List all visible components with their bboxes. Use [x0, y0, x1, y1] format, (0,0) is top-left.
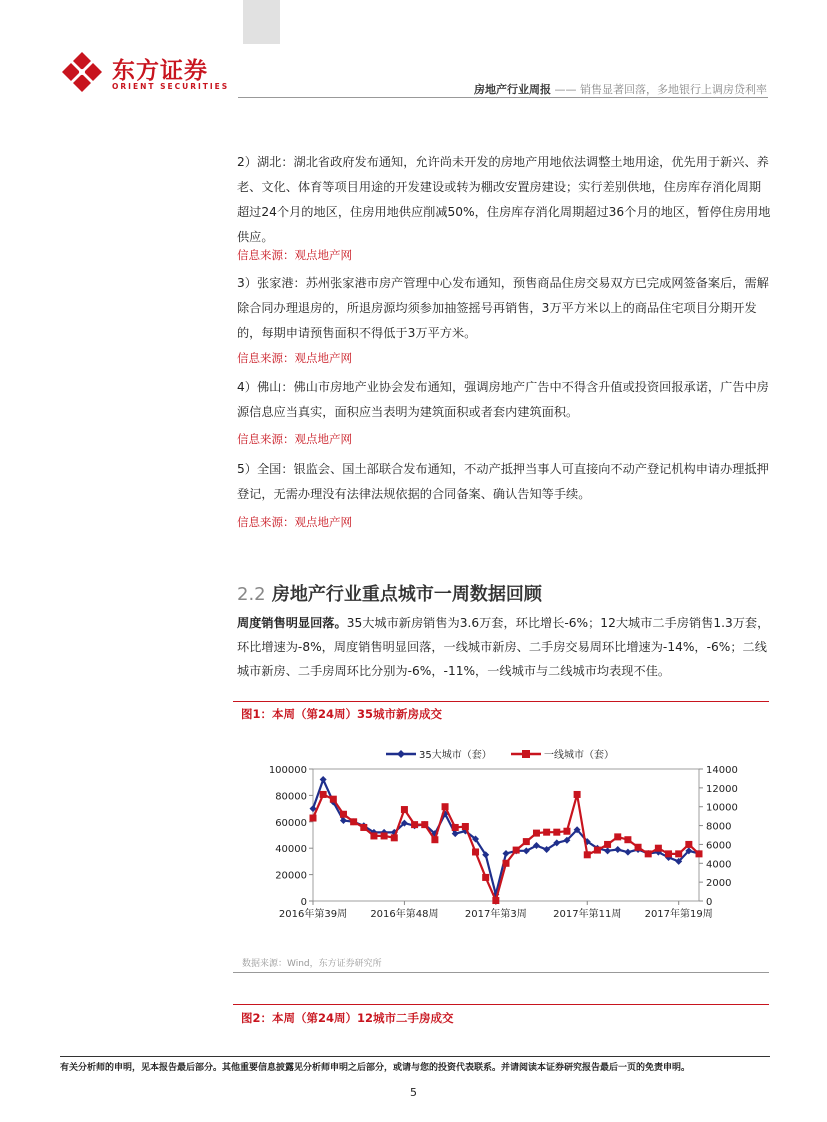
section-heading	[237, 580, 542, 606]
data-point-tier1-cities	[330, 796, 337, 803]
paragraph-foshan: 4）佛山：佛山市房地产业协会发布通知，强调房地产广告中不得含升值或投资回报承诺，广告中房源信息应当真实，面积应当表明为建筑面积或者套内建筑面积。	[237, 380, 769, 419]
data-point-tier1-cities	[350, 818, 357, 825]
report-type: 房地产行业周报	[474, 83, 551, 96]
chart-legend	[386, 748, 614, 761]
legend-label-tier1-cities: 一线城市（套）	[544, 750, 614, 761]
data-point-tier1-cities	[442, 803, 449, 810]
data-point-35-cities	[503, 850, 510, 857]
data-point-tier1-cities	[452, 824, 459, 831]
header-divider	[238, 97, 768, 98]
data-point-tier1-cities	[513, 847, 520, 854]
data-point-35-cities	[624, 849, 631, 856]
summary-lead: 周度销售明显回落。	[237, 616, 347, 630]
data-point-tier1-cities	[482, 874, 489, 881]
data-point-tier1-cities	[492, 897, 499, 904]
y-right-tick-label: 6000	[706, 840, 732, 852]
data-point-tier1-cities	[340, 811, 347, 818]
y-right-tick-label: 4000	[706, 859, 732, 871]
data-point-tier1-cities	[421, 821, 428, 828]
data-point-tier1-cities	[523, 838, 530, 845]
data-point-tier1-cities	[320, 791, 327, 798]
data-point-tier1-cities	[543, 829, 550, 836]
y-right-tick-label: 14000	[706, 765, 738, 776]
report-header	[474, 81, 767, 97]
legend-item-tier1-cities	[511, 748, 614, 761]
x-tick-label: 2017年第11周	[553, 909, 622, 920]
y-left-tick-label: 60000	[275, 817, 307, 829]
logo-chinese-name: 东方证券	[112, 58, 208, 84]
data-point-tier1-cities	[411, 821, 418, 828]
data-point-35-cities	[604, 847, 611, 854]
source-zhangjiagang: 信息来源：观点地产网	[237, 351, 352, 365]
new-home-sales-chart	[233, 735, 769, 950]
data-point-tier1-cities	[310, 815, 317, 822]
data-point-tier1-cities	[401, 806, 408, 813]
header-decoration-bar	[243, 0, 280, 44]
figure2-top-rule	[233, 1004, 769, 1005]
data-point-tier1-cities	[635, 844, 642, 851]
data-point-tier1-cities	[665, 850, 672, 857]
data-point-tier1-cities	[472, 848, 479, 855]
paragraph-zhangjiagang: 3）张家港：苏州张家港市房产管理中心发布通知，预售商品住房交易双方已完成网签备案后，需解除合同办理退房的，所退房源均须参加抽签摇号再销售，3万平方米以上的商品住宅项目分期开发的，每期申请预售面积不得低于3万平方米。	[237, 276, 769, 340]
data-point-tier1-cities	[370, 832, 377, 839]
data-point-tier1-cities	[624, 836, 631, 843]
section-title: 房地产行业重点城市一周数据回顾	[271, 584, 542, 605]
data-point-tier1-cities	[431, 836, 438, 843]
source-national: 信息来源：观点地产网	[237, 515, 352, 529]
data-point-tier1-cities	[645, 850, 652, 857]
figure1-bottom-rule	[233, 972, 769, 973]
y-left-tick-label: 100000	[268, 765, 307, 776]
data-point-tier1-cities	[604, 841, 611, 848]
y-left-tick-label: 0	[300, 897, 307, 908]
data-point-tier1-cities	[563, 828, 570, 835]
y-right-tick-label: 12000	[706, 783, 738, 795]
section-summary	[237, 611, 772, 683]
data-point-tier1-cities	[594, 847, 601, 854]
logo-icon	[60, 50, 104, 94]
data-point-tier1-cities	[675, 850, 682, 857]
section-number: 2.2	[237, 584, 266, 605]
footer-divider	[60, 1056, 770, 1057]
data-point-35-cities	[614, 846, 621, 853]
header-separator: ——	[551, 83, 580, 96]
summary-text: 35大城市新房销售为3.6万套，环比增长-6%；12大城市二手房销售1.3万套，环比增速为-8%，周度销售明显回落，一线城市新房、二手房交易周环比增速为-14%，-6%；二线城市新房、二手房周环比分别为-6%，-11%，一线城市与二线城市均表现不佳。	[237, 616, 770, 678]
data-point-tier1-cities	[360, 824, 367, 831]
data-point-tier1-cities	[655, 845, 662, 852]
paragraph-national: 5）全国：银监会、国土部联合发布通知，不动产抵押当事人可直接向不动产登记机构申请办理抵押登记，无需办理没有法律法规依据的合同备案、确认告知等手续。	[237, 462, 769, 501]
y-right-tick-label: 0	[706, 897, 713, 908]
x-tick-label: 2016年第39周	[278, 909, 348, 920]
x-tick-label: 2016年第48周	[370, 909, 439, 920]
report-subtitle: 销售显著回落，多地银行上调房贷利率	[580, 83, 767, 96]
data-point-tier1-cities	[462, 823, 469, 830]
logo-english-name: ORIENT SECURITIES	[112, 82, 230, 91]
data-point-tier1-cities	[584, 851, 591, 858]
source-hubei: 信息来源：观点地产网	[237, 248, 352, 262]
data-point-tier1-cities	[614, 833, 621, 840]
y-left-tick-label: 80000	[275, 791, 307, 803]
data-point-tier1-cities	[553, 829, 560, 836]
data-point-tier1-cities	[574, 791, 581, 798]
company-logo	[60, 50, 230, 94]
footer-disclaimer: 有关分析师的申明，见本报告最后部分。其他重要信息披露见分析师申明之后部分，或请与您的投资代表联系。并请阅读本证券研究报告最后一页的免责申明。	[60, 1063, 691, 1073]
paragraph-hubei: 2）湖北：湖北省政府发布通知，允许尚未开发的房地产用地依法调整土地用途，优先用于新兴、养老、文化、体育等项目用途的开发建设或转为棚改安置房建设；实行差别供地，住房库存消化周期超过24个月的地区，住房用地供应削减50%，住房库存消化周期超过36个月的地区，暂停住房用地供应。	[237, 155, 771, 244]
source-foshan: 信息来源：观点地产网	[237, 432, 352, 446]
figure2-title: 图2：本周（第24周）12城市二手房成交	[241, 1011, 454, 1025]
y-right-tick-label: 10000	[706, 802, 738, 814]
data-point-tier1-cities	[391, 834, 398, 841]
y-left-tick-label: 40000	[275, 844, 307, 856]
legend-label-35-cities: 35大城市（套）	[419, 750, 492, 761]
y-right-tick-label: 2000	[706, 878, 732, 890]
data-point-tier1-cities	[696, 850, 703, 857]
x-tick-label: 2017年第3周	[464, 909, 527, 920]
data-point-35-cities	[320, 776, 327, 783]
figure1-data-source: 数据来源：Wind，东方证券研究所	[242, 959, 382, 969]
x-tick-label: 2017年第19周	[644, 909, 713, 920]
figure1-top-rule	[233, 701, 769, 702]
legend-item-35-cities	[386, 748, 492, 761]
data-point-tier1-cities	[533, 830, 540, 837]
data-point-tier1-cities	[685, 841, 692, 848]
y-left-tick-label: 20000	[275, 870, 307, 882]
y-right-tick-label: 8000	[706, 821, 732, 833]
figure1-title: 图1：本周（第24周）35城市新房成交	[241, 707, 443, 721]
data-point-tier1-cities	[381, 832, 388, 839]
page-number: 5	[410, 1086, 417, 1099]
data-point-tier1-cities	[503, 860, 510, 867]
